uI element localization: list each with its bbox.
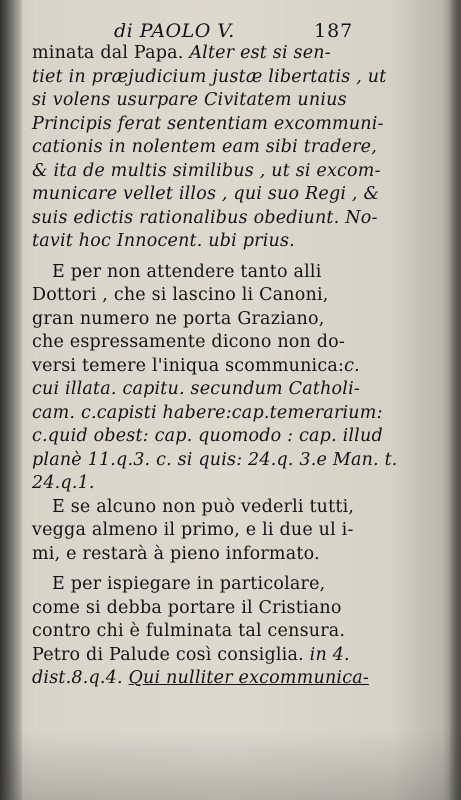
text-line: dist.8.q.4. Qui nulliter excommunica- — [32, 668, 369, 688]
text-line: E per ispiegare in particolare, — [52, 574, 326, 594]
page-text — [32, 20, 452, 691]
text-line: tiet in præjudicium justæ libertatis , ut — [32, 66, 387, 87]
text-line: vegga almeno il primo, e li due ul i- — [32, 520, 354, 540]
text-line: 24.q.1. — [32, 473, 95, 493]
page-spine-shadow — [0, 0, 22, 800]
page-header — [32, 20, 452, 42]
text-line: che espressamente dicono non do- — [32, 332, 346, 352]
text-line: E per non attendere tanto alli — [52, 261, 322, 282]
text-line: Dottori , che si lascino li Canoni, — [32, 285, 329, 305]
text-line: si volens usurpare Civitatem unius — [32, 90, 347, 110]
page-bottom-shadow — [0, 730, 461, 800]
running-head: di PAOLO V. — [114, 20, 235, 42]
text-line: municare vellet illos , qui suo Regi , & — [32, 184, 380, 204]
paragraph-1 — [32, 42, 452, 254]
text-line: tavit hoc Innocent. ubi prius. — [32, 231, 295, 251]
page-number: 187 — [314, 20, 354, 42]
text-line: contro chi è fulminata tal censura. — [32, 621, 346, 641]
text-line: cam. c.capisti habere:cap.temerarium: — [32, 402, 383, 423]
text-line: E se alcuno non può vederli tutti, — [52, 496, 355, 517]
text-line: & ita de multis similibus , ut si excom- — [32, 160, 381, 181]
paragraph-2 — [32, 261, 452, 496]
text-line: minata dal Papa. Alter est si sen- — [32, 43, 331, 63]
text-line: cui illata. capitu. secundum Catholi- — [32, 379, 360, 399]
paragraph-3 — [32, 496, 452, 567]
paragraph-4 — [32, 573, 452, 691]
text-line: gran numero ne porta Graziano, — [32, 308, 325, 329]
text-line: planè 11.q.3. c. si quis: 24.q. 3.e Man. t. — [32, 449, 398, 470]
text-line: Principis ferat sententiam excommuni- — [32, 113, 384, 134]
text-line: versi temere l'iniqua scommunica:c. — [32, 355, 360, 376]
text-line: come si debba portare il Cristiano — [32, 597, 342, 618]
text-line: suis edictis rationalibus obediunt. No- — [32, 207, 378, 228]
text-line: c.quid obest: cap. quomodo : cap. illud — [32, 426, 383, 446]
text-line: mi, e restarà à pieno informato. — [32, 543, 320, 564]
text-line: Petro di Palude così consiglia. in 4. — [32, 644, 350, 665]
text-line: cationis in nolentem eam sibi tradere, — [32, 137, 377, 157]
